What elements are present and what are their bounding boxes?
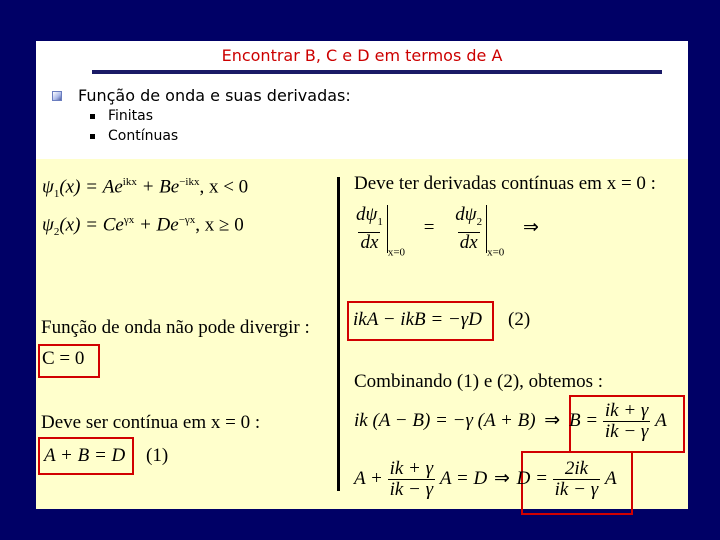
dpsi1: dψ xyxy=(356,204,378,226)
psi2-mid: + De xyxy=(134,214,179,236)
slide xyxy=(36,41,688,509)
d-intermediate-fraction xyxy=(388,459,436,500)
numerator: ik + γ xyxy=(389,458,434,479)
bullet-box-icon xyxy=(52,91,62,101)
subscript: 1 xyxy=(53,188,60,201)
b-lhs: B = xyxy=(568,409,599,431)
evaluation-point: x=0 xyxy=(487,246,505,259)
subitem-text: Contínuas xyxy=(108,128,179,144)
subitem-finitas xyxy=(90,108,153,124)
d-fraction xyxy=(553,459,601,500)
diverge-statement: Função de onda não pode divergir : xyxy=(41,317,310,338)
psi2-condition: , x ≥ 0 xyxy=(195,214,244,236)
equation-2: ikA − ikB = −γD xyxy=(353,309,482,330)
dpsi2: dψ xyxy=(455,204,477,226)
d-lhs: D = xyxy=(516,467,548,489)
psi2-body: (x) = Ce xyxy=(59,214,124,236)
evaluation-point: x=0 xyxy=(387,246,406,259)
dx: dx xyxy=(360,231,379,253)
title-divider xyxy=(92,70,662,74)
a-symbol: A xyxy=(655,409,667,431)
psi1-body: (x) = Ae xyxy=(59,176,123,198)
equation-1-label: (1) xyxy=(146,445,169,466)
d-lhs-a: A + xyxy=(354,467,383,489)
psi2-equation xyxy=(42,214,244,238)
psi-symbol: ψ xyxy=(42,176,54,198)
combination-line: ik (A − B) = −γ (A + B) xyxy=(354,409,536,431)
denominator: ik − γ xyxy=(389,479,434,500)
bullet-text: Função de onda e suas derivadas: xyxy=(78,86,351,105)
c-equals-zero: C = 0 xyxy=(42,348,85,369)
d-mid: A = D xyxy=(439,467,488,489)
a-symbol: A xyxy=(604,467,617,489)
square-bullet-icon xyxy=(90,114,95,119)
denominator: ik − γ xyxy=(604,421,649,442)
psi1-mid: + Be xyxy=(136,176,180,198)
equation-panel xyxy=(36,159,688,509)
psi1-condition: , x < 0 xyxy=(199,176,249,198)
exponent: γx xyxy=(123,214,135,226)
equals-sign: = xyxy=(423,217,435,239)
derivative-continuity xyxy=(354,205,539,258)
implies-arrow: ⇒ xyxy=(523,217,539,239)
equation-2-label: (2) xyxy=(508,309,531,330)
equation-1: A + B = D xyxy=(44,445,126,466)
square-bullet-icon xyxy=(90,134,95,139)
subscript: 2 xyxy=(476,215,483,228)
b-derivation xyxy=(354,401,667,442)
exponent: −ikx xyxy=(179,176,200,188)
implies-arrow: ⇒ xyxy=(544,409,561,431)
implies-arrow: ⇒ xyxy=(493,467,510,489)
b-fraction xyxy=(603,401,651,442)
numerator: ik + γ xyxy=(604,400,649,421)
dpsi1-fraction xyxy=(354,205,385,253)
continuity-statement: Deve ser contínua em x = 0 : xyxy=(41,412,261,433)
d-derivation xyxy=(354,459,617,500)
psi1-equation xyxy=(42,176,248,200)
subscript: 2 xyxy=(53,226,60,239)
psi-symbol: ψ xyxy=(42,214,54,236)
dpsi2-fraction xyxy=(453,205,484,253)
denominator: ik − γ xyxy=(554,479,599,500)
subitem-text: Finitas xyxy=(108,108,154,124)
slide-title: Encontrar B, C e D em termos de A xyxy=(221,46,503,65)
exponent: −γx xyxy=(178,214,196,226)
bullet-main xyxy=(52,86,351,105)
column-divider xyxy=(337,177,340,491)
dx: dx xyxy=(459,231,478,253)
combine-statement: Combinando (1) e (2), obtemos : xyxy=(354,371,604,392)
subitem-continuas xyxy=(90,128,178,144)
subscript: 1 xyxy=(377,215,383,228)
exponent: ikx xyxy=(122,176,137,188)
numerator: 2ik xyxy=(564,458,589,479)
derivative-statement: Deve ter derivadas contínuas em x = 0 : xyxy=(354,173,656,194)
